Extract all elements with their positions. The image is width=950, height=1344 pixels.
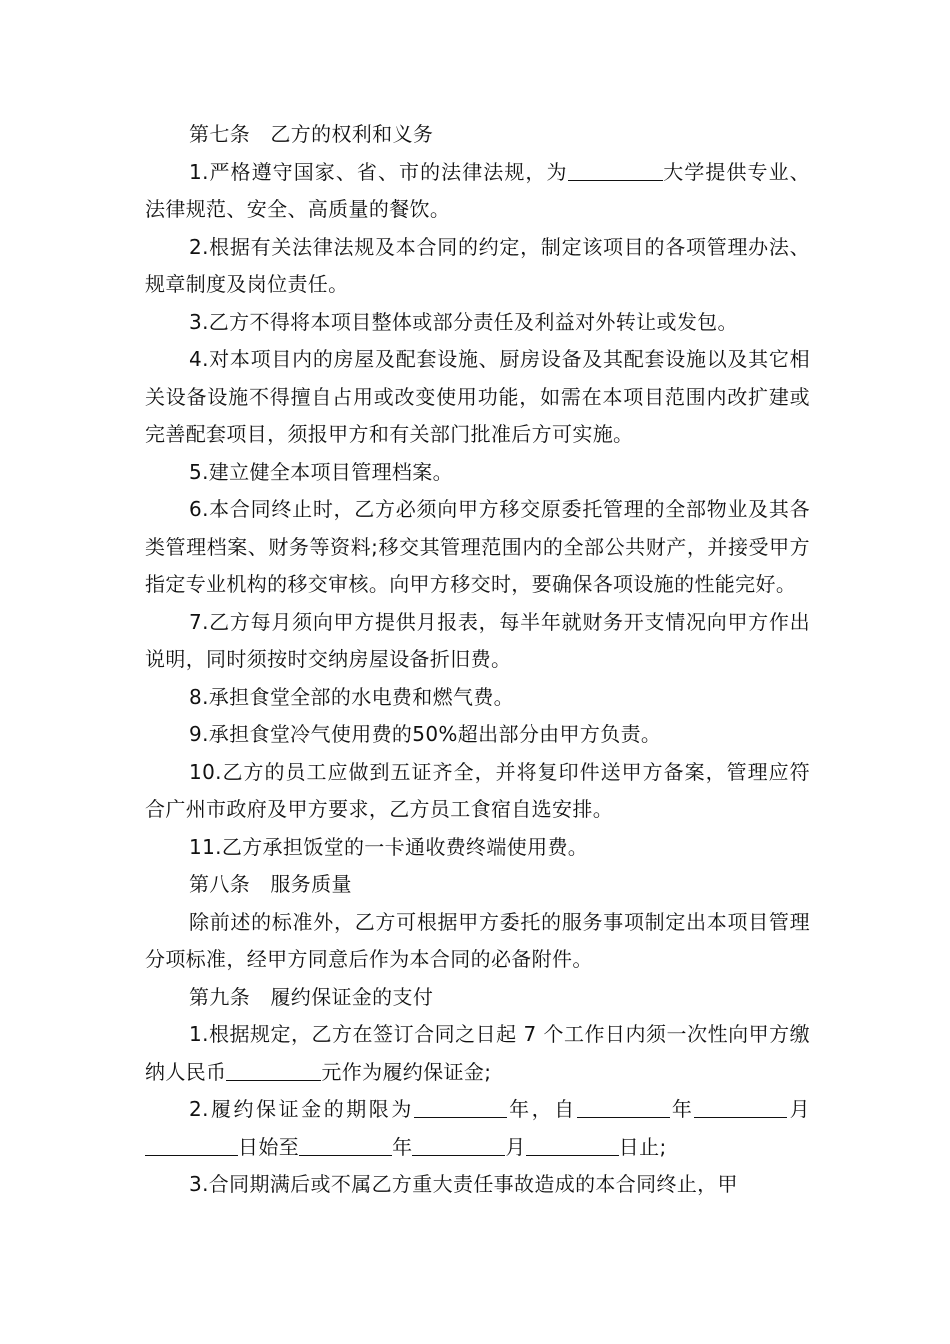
end-day-blank [526, 1133, 619, 1156]
article-7-item-8: 8.承担食堂全部的水电费和燃气费。 [189, 684, 515, 709]
article-9-item-2-text-b: 年，自 [506, 1097, 577, 1121]
deposit-amount-blank [226, 1058, 321, 1081]
article-7-title: 第七条 乙方的权利和义务 [189, 122, 434, 146]
article-9-item-2 [145, 1091, 810, 1166]
article-9-item-2-text-e: 日始至 [238, 1134, 300, 1159]
article-7-item-9: 9.承担食堂冷气使用费的50%超出部分由甲方负责。 [189, 722, 662, 746]
start-month-blank [694, 1095, 787, 1118]
article-8-body: 除前述的标准外，乙方可根据甲方委托的服务事项制定出本项目管理分项标准，经甲方同意后作为本合同的必备附件。 [145, 909, 810, 971]
article-9-item-2-text-g: 月 [505, 1134, 526, 1159]
article-9-item-2-text-d: 月 [787, 1097, 810, 1121]
article-9-item-2-text-f: 年 [392, 1134, 413, 1159]
article-7-item-2: 2.根据有关法律法规及本合同的约定，制定该项目的各项管理办法、规章制度及岗位责任。 [145, 234, 810, 296]
article-7-item-1-text-a: 1.严格遵守国家、省、市的法律法规，为 [189, 159, 568, 184]
article-7-item-6: 6.本合同终止时，乙方必须向甲方移交原委托管理的全部物业及其各类管理档案、财务等资料;移交其管理范围内的全部公共财产，并接受甲方指定专业机构的移交审核。向甲方移交时，要确保各项设施的性能完好。 [145, 497, 810, 596]
article-7-item-7: 7.乙方每月须向甲方提供月报表，每半年就财务开支情况向甲方作出说明，同时须按时交纳房屋设备折旧费。 [145, 609, 810, 671]
article-9-item-2-text-c: 年 [669, 1097, 695, 1121]
article-9-item-1-text-b: 元作为履约保证金; [321, 1059, 492, 1084]
university-name-blank [568, 158, 663, 181]
article-7-item-1 [145, 154, 810, 229]
article-9-item-2-text-a: 2.履约保证金的期限为 [189, 1097, 414, 1121]
article-9-item-1 [145, 1016, 810, 1091]
article-7-item-4: 4.对本项目内的房屋及配套设施、厨房设备及其配套设施以及其它相关设备设施不得擅自占用或改变使用功能，如需在本项目范围内改扩建或完善配套项目，须报甲方和有关部门批准后方可实施。 [145, 347, 810, 446]
article-7-item-11: 11.乙方承担饭堂的一卡通收费终端使用费。 [189, 834, 589, 859]
document-page [145, 116, 810, 1204]
article-9-item-1-text-a: 1.根据规定，乙方在签订合同之日起 7 个工作日内须一次性向甲方缴纳人民币 [145, 1022, 810, 1084]
article-9-item-3: 3.合同期满后或不属乙方重大责任事故造成的本合同终止，甲 [189, 1172, 738, 1196]
end-month-blank [412, 1133, 505, 1156]
term-years-blank [414, 1095, 507, 1118]
end-year-blank [299, 1133, 392, 1156]
start-year-blank [577, 1095, 670, 1118]
article-9-title: 第九条 履约保证金的支付 [189, 984, 434, 1009]
article-7-item-1-text-b: 大学提供专业、法律规范、安全、高质量的餐饮。 [145, 159, 810, 221]
article-8-title: 第八条 服务质量 [189, 872, 352, 896]
start-day-blank [145, 1133, 238, 1156]
article-7-item-3: 3.乙方不得将本项目整体或部分责任及利益对外转让或发包。 [189, 309, 738, 334]
article-7-item-5: 5.建立健全本项目管理档案。 [189, 459, 453, 484]
article-9-item-2-text-h: 日止; [618, 1134, 667, 1159]
article-7-item-10: 10.乙方的员工应做到五证齐全，并将复印件送甲方备案，管理应符合广州市政府及甲方要求，乙方员工食宿自选安排。 [145, 759, 810, 821]
